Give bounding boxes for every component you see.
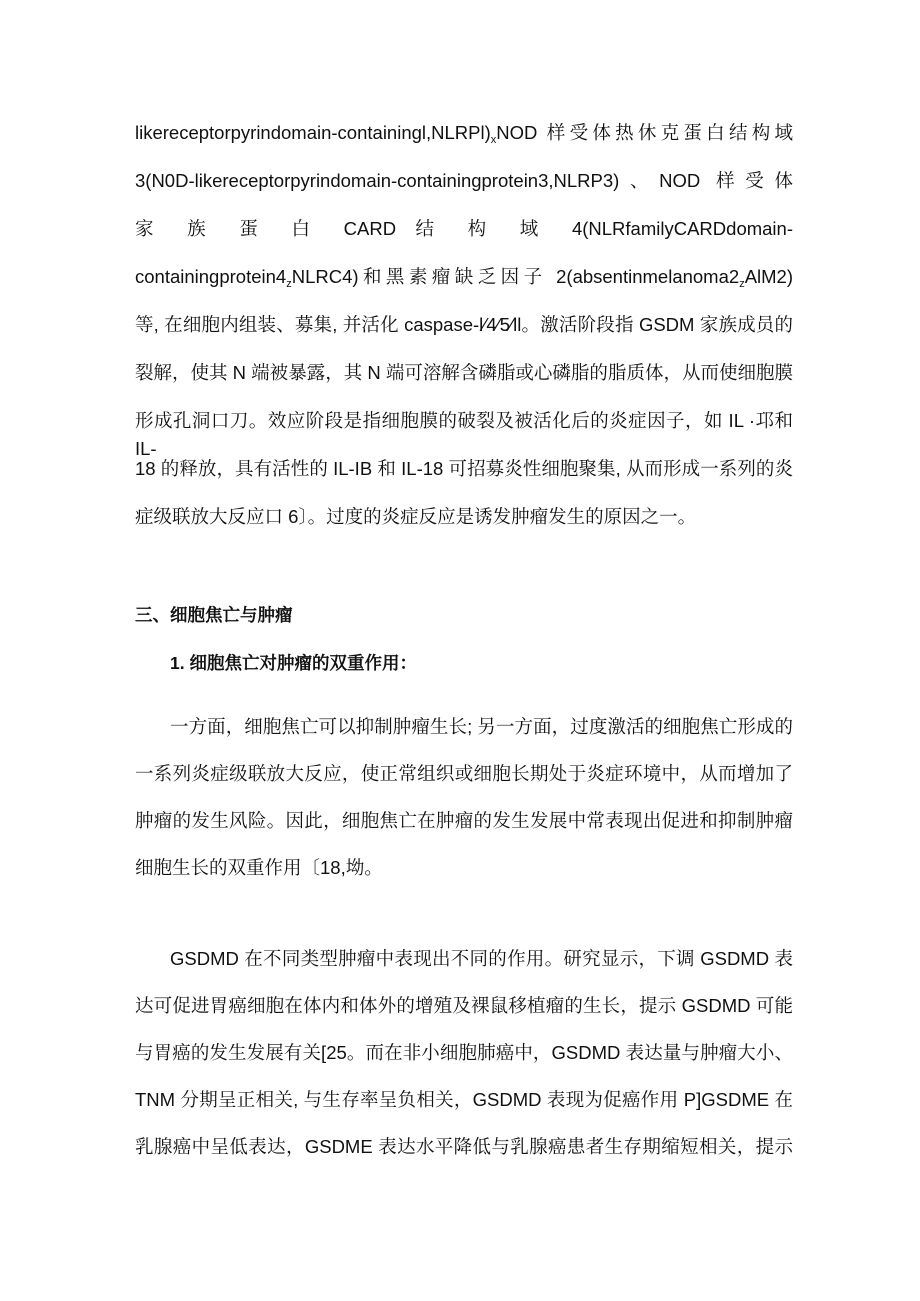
- paragraph-line: 一系列炎症级联放大反应，使正常组织或细胞长期处于炎症环境中，从而增加了: [135, 763, 793, 784]
- paragraph-line: GSDMD 在不同类型肿瘤中表现出不同的作用。研究显示，下调 GSDMD 表: [170, 948, 793, 969]
- paragraph-line: 裂解，使其 N 端被暴露，其 N 端可溶解含磷脂或心磷脂的脂质体，从而使细胞膜: [135, 362, 793, 383]
- paragraph-line: 一方面，细胞焦亡可以抑制肿瘤生长; 另一方面，过度激活的细胞焦亡形成的: [170, 716, 793, 737]
- paragraph-line: 细胞生长的双重作用〔18,坳。: [135, 857, 383, 878]
- paragraph-line: TNM 分期呈正相关, 与生存率呈负相关，GSDMD 表现为促癌作用 P]GSDME 在: [135, 1089, 793, 1110]
- paragraph-line: 等, 在细胞内组装、募集, 并活化 caspase-l⁄4⁄5⁄ll。激活阶段指 GSDM 家族成员的: [135, 314, 793, 335]
- text-segment: NLRC4)和黑素瘤缺乏因子 2(absentinmelanoma2: [291, 266, 740, 287]
- section-heading: 三、细胞焦亡与肿瘤: [135, 605, 293, 625]
- subsection-heading: 1. 细胞焦亡对肿瘤的双重作用：: [170, 653, 417, 673]
- subscript: x: [490, 134, 497, 146]
- paragraph-line: 与胃癌的发生发展有关[25。而在非小细胞肺癌中，GSDMD 表达量与肿瘤大小、: [135, 1042, 793, 1063]
- paragraph-line: [135, 263, 793, 291]
- text-segment: containingprotein4: [135, 266, 287, 287]
- paragraph-line: 症级联放大反应口 6〕。过度的炎症反应是诱发肿瘤发生的原因之一。: [135, 506, 697, 527]
- paragraph-line: 18 的释放，具有活性的 IL-IB 和 IL-18 可招募炎性细胞聚集, 从而形成一系列的炎: [135, 458, 793, 479]
- subscript: z: [286, 278, 292, 290]
- paragraph-line: 乳腺癌中呈低表达，GSDME 表达水平降低与乳腺癌患者生存期缩短相关，提示: [135, 1136, 793, 1157]
- paragraph-line: 达可促进胃癌细胞在体内和体外的增殖及裸鼠移植瘤的生长，提示 GSDMD 可能: [135, 995, 793, 1016]
- text-segment: NOD 样受体热休克蛋白结构域: [496, 122, 793, 143]
- paragraph-line: 形成孔洞口刀。效应阶段是指细胞膜的破裂及被活化后的炎症因子，如 IL ·邛和 IL-: [135, 410, 793, 459]
- text-segment: likereceptorpyrindomain-containingl,NLRPl): [135, 122, 491, 143]
- paragraph-line: 肿瘤的发生风险。因此，细胞焦亡在肿瘤的发生发展中常表现出促进和抑制肿瘤: [135, 810, 793, 831]
- paragraph-line: [135, 119, 793, 147]
- paragraph-line: 家 族 蛋 白 CARD 结 构 域 4(NLRfamilyCARDdomain-: [135, 218, 793, 239]
- paragraph-line: 3(N0D-likereceptorpyrindomain-containingprotein3,NLRP3)、NOD 样受体: [135, 170, 793, 191]
- subscript: z: [739, 278, 745, 290]
- text-segment: AlM2): [744, 266, 793, 287]
